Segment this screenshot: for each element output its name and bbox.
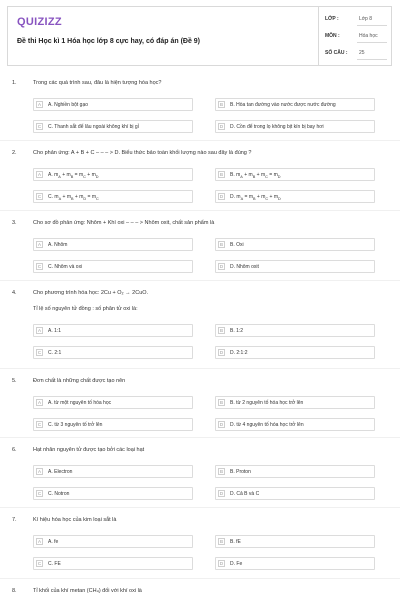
question-divider bbox=[0, 280, 400, 281]
option-text: A. 1:1 bbox=[48, 328, 62, 334]
option-text: C. FE bbox=[48, 561, 61, 567]
question-divider bbox=[0, 507, 400, 508]
answer-option-a[interactable] bbox=[33, 535, 193, 548]
question-divider bbox=[0, 578, 400, 579]
option-text: D. Fe bbox=[230, 561, 243, 567]
question-text: Cho phương trình hóa học: 2Cu + O₂ → 2CuO. bbox=[33, 290, 149, 296]
answer-option-b[interactable] bbox=[215, 465, 375, 478]
option-text: A. Electron bbox=[48, 469, 73, 475]
option-letter-badge: D bbox=[219, 561, 224, 566]
question-divider bbox=[0, 140, 400, 141]
meta-key: SỐ CÂU : bbox=[325, 50, 348, 56]
question-number: 6. bbox=[12, 447, 17, 453]
option-letter-badge: A bbox=[37, 539, 41, 544]
question-number: 5. bbox=[12, 378, 17, 384]
question-text: Hạt nhân nguyên tử được tạo bởi các loại hạt bbox=[33, 447, 145, 453]
answer-option-d[interactable] bbox=[215, 260, 375, 273]
answer-option-c[interactable] bbox=[33, 120, 193, 133]
meta-box bbox=[318, 7, 392, 65]
meta-row-class bbox=[319, 12, 393, 26]
option-text: A. fe bbox=[48, 539, 59, 545]
option-text: D. 2:1:2 bbox=[230, 350, 248, 356]
option-letter-badge: D bbox=[219, 124, 224, 129]
meta-value: Lớp 8 bbox=[359, 16, 373, 22]
question-text: Kí hiệu hóa học của kim loại sắt là bbox=[33, 517, 117, 523]
question-number: 4. bbox=[12, 290, 17, 296]
option-text: B. Oxi bbox=[230, 242, 244, 248]
brand-logo: QUIZIZZ bbox=[17, 16, 62, 28]
answer-option-b[interactable] bbox=[215, 168, 375, 181]
answer-option-a[interactable] bbox=[33, 324, 193, 337]
option-text: B. fE bbox=[230, 539, 241, 545]
option-text: B. Hòa tan đường vào nước được nước đường bbox=[230, 102, 336, 108]
question-number: 3. bbox=[12, 220, 17, 226]
answer-option-d[interactable] bbox=[215, 418, 375, 431]
option-letter-badge: B bbox=[219, 242, 223, 247]
question-number: 1. bbox=[12, 80, 17, 86]
question-text: Tỉ khối của khí metan (CH₄) đối với khí oxi là bbox=[33, 588, 142, 594]
option-text: B. từ 2 nguyên tố hóa học trở lên bbox=[230, 400, 304, 406]
answer-option-a[interactable] bbox=[33, 396, 193, 409]
option-letter-badge: C bbox=[37, 194, 42, 199]
meta-divider bbox=[357, 59, 387, 60]
option-letter-badge: D bbox=[219, 264, 224, 269]
answer-option-c[interactable] bbox=[33, 557, 193, 570]
answer-option-c[interactable] bbox=[33, 346, 193, 359]
option-letter-badge: B bbox=[219, 172, 223, 177]
meta-value: 25 bbox=[359, 50, 365, 56]
page-title: Đề thi Học kì 1 Hóa học lớp 8 cực hay, có đáp án (Đề 9) bbox=[17, 38, 201, 45]
question-text: Cho sơ đồ phản ứng: Nhôm + Khí oxi – – – > Nhôm oxit, chất sản phẩm là bbox=[33, 220, 215, 226]
option-text: B. 1:2 bbox=[230, 328, 244, 334]
option-text: D. từ 4 nguyên tố hóa học trở lên bbox=[230, 422, 304, 428]
option-letter-badge: B bbox=[219, 400, 223, 405]
option-letter-badge: C bbox=[37, 422, 42, 427]
option-letter-badge: A bbox=[37, 400, 41, 405]
option-text: A. Nhôm bbox=[48, 242, 68, 248]
answer-option-c[interactable] bbox=[33, 260, 193, 273]
option-letter-badge: C bbox=[37, 124, 42, 129]
option-letter-badge: A bbox=[37, 172, 41, 177]
option-letter-badge: A bbox=[37, 469, 41, 474]
question-number: 8. bbox=[12, 588, 17, 594]
question-number: 7. bbox=[12, 517, 17, 523]
option-text: A. Nghiền bột gạo bbox=[48, 102, 89, 108]
option-text: C. từ 3 nguyên tố trở lên bbox=[48, 422, 103, 428]
option-text: D. Nhôm oxit bbox=[230, 264, 259, 270]
option-text: D. Cả B và C bbox=[230, 491, 260, 497]
option-letter-badge: B bbox=[219, 539, 223, 544]
meta-row-subject bbox=[319, 29, 393, 43]
question-text: Cho phản ứng: A + B + C – – – > D. Biểu thức bảo toàn khối lượng nào sau đây là đúng ? bbox=[33, 150, 252, 156]
option-text: A. $m_A + m_B = m_C + m_D$ bbox=[48, 172, 99, 179]
question-divider bbox=[0, 210, 400, 211]
option-letter-badge: D bbox=[219, 194, 224, 199]
option-letter-badge: C bbox=[37, 350, 42, 355]
meta-value: Hóa học bbox=[359, 33, 378, 39]
option-text: C. Thanh sắt để lâu ngoài không khí bị gỉ bbox=[48, 124, 139, 130]
option-letter-badge: D bbox=[219, 422, 224, 427]
question-text: Đơn chất là những chất được tạo nên bbox=[33, 378, 126, 384]
answer-option-c[interactable] bbox=[33, 487, 193, 500]
question-number: 2. bbox=[12, 150, 17, 156]
answer-option-b[interactable] bbox=[215, 396, 375, 409]
option-letter-badge: C bbox=[37, 491, 42, 496]
option-text: C. Nhôm và oxi bbox=[48, 264, 83, 270]
meta-key: MÔN : bbox=[325, 33, 340, 39]
answer-option-c[interactable] bbox=[33, 418, 193, 431]
answer-option-a[interactable] bbox=[33, 98, 193, 111]
question-divider bbox=[0, 368, 400, 369]
option-text: B. Proton bbox=[230, 469, 251, 475]
option-letter-badge: C bbox=[37, 264, 42, 269]
answer-option-d[interactable] bbox=[215, 120, 375, 133]
option-letter-badge: B bbox=[219, 469, 223, 474]
question-text: Trong các quá trình sau, đâu là hiện tượng hóa học? bbox=[33, 80, 162, 86]
answer-option-a[interactable] bbox=[33, 168, 193, 181]
answer-option-b[interactable] bbox=[215, 535, 375, 548]
option-text: C. 2:1 bbox=[48, 350, 62, 356]
option-letter-badge: B bbox=[219, 102, 223, 107]
meta-divider bbox=[357, 42, 387, 43]
option-text: D. Cồn để trong lọ không bịt kín bị bay hơi bbox=[230, 124, 324, 130]
quiz-header bbox=[7, 6, 392, 66]
answer-option-d[interactable] bbox=[215, 557, 375, 570]
answer-option-b[interactable] bbox=[215, 98, 375, 111]
option-letter-badge: A bbox=[37, 102, 41, 107]
answer-option-d[interactable] bbox=[215, 190, 375, 203]
option-text: B. $m_A + m_B + m_C = m_D$ bbox=[230, 172, 281, 179]
answer-option-a[interactable] bbox=[33, 238, 193, 251]
answer-option-d[interactable] bbox=[215, 487, 375, 500]
option-text: D. $m_A = m_B + m_C + m_D$ bbox=[230, 194, 281, 201]
option-text: C. Notron bbox=[48, 491, 70, 497]
meta-row-count bbox=[319, 46, 393, 60]
option-text: A. từ một nguyên tố hóa học bbox=[48, 400, 112, 406]
option-text: C. $m_A + m_B + m_D = m_C$ bbox=[48, 194, 99, 201]
answer-option-b[interactable] bbox=[215, 238, 375, 251]
option-letter-badge: B bbox=[219, 328, 223, 333]
answer-option-b[interactable] bbox=[215, 324, 375, 337]
answer-option-a[interactable] bbox=[33, 465, 193, 478]
answer-option-d[interactable] bbox=[215, 346, 375, 359]
question-subtext: Tỉ lệ số nguyên tử đồng : số phân tử oxi là: bbox=[33, 306, 138, 312]
question-divider bbox=[0, 437, 400, 438]
option-letter-badge: A bbox=[37, 328, 41, 333]
answer-option-c[interactable] bbox=[33, 190, 193, 203]
option-letter-badge: A bbox=[37, 242, 41, 247]
option-letter-badge: D bbox=[219, 491, 224, 496]
option-letter-badge: D bbox=[219, 350, 224, 355]
meta-key: LỚP : bbox=[325, 16, 339, 22]
meta-divider bbox=[357, 25, 387, 26]
option-letter-badge: C bbox=[37, 561, 42, 566]
